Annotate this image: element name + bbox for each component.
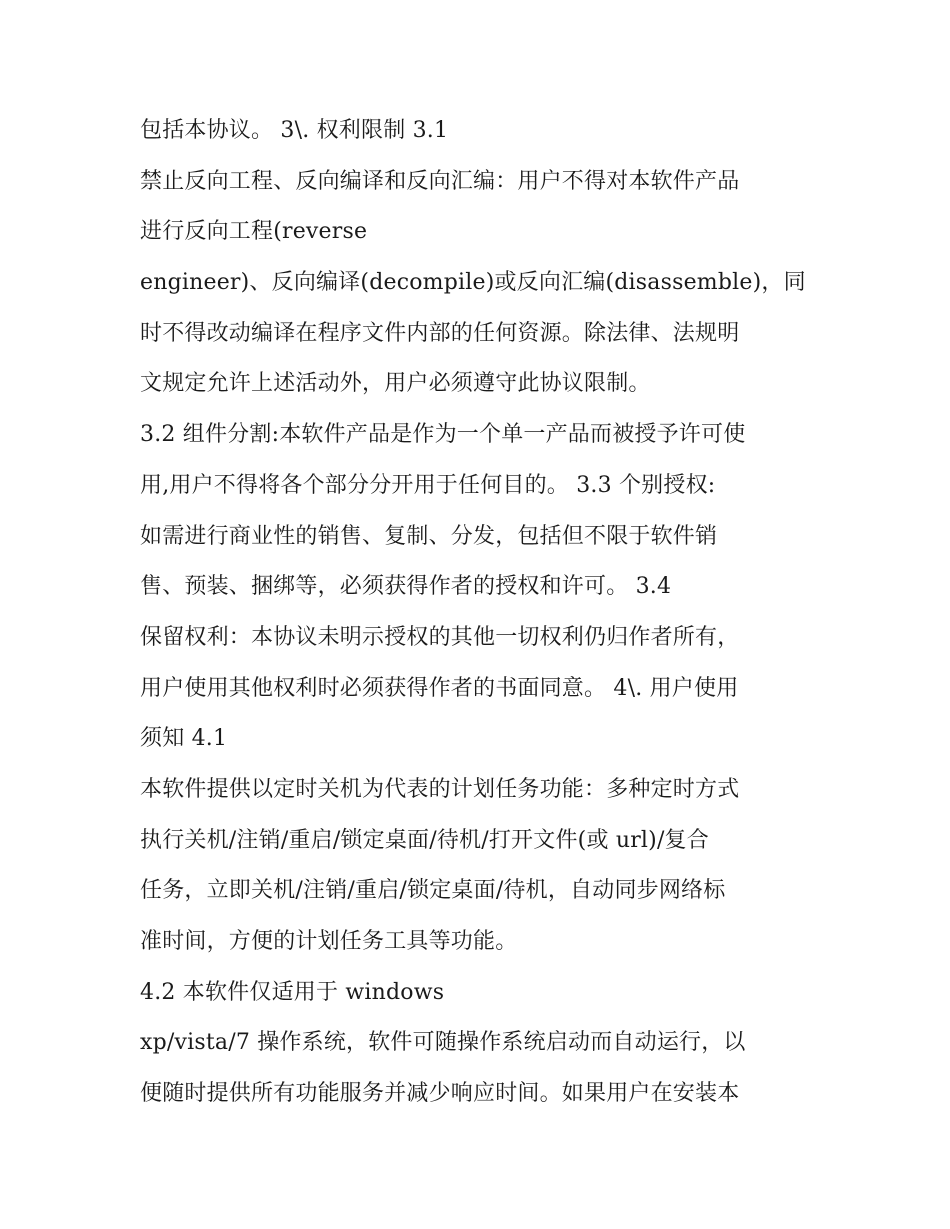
- text-line: xp/vista/7 操作系统，软件可随操作系统启动而自动运行，以: [140, 1030, 746, 1056]
- text-line: 文规定允许上述活动外，用户必须遵守此协议限制。: [140, 371, 651, 397]
- text-line: 须知 4.1: [140, 726, 228, 752]
- text-line: 本软件提供以定时关机为代表的计划任务功能：多种定时方式: [140, 776, 740, 802]
- text-line: 保留权利：本协议未明示授权的其他一切权利仍归作者所有，: [140, 624, 740, 650]
- text-line: 4.2 本软件仅适用于 windows: [140, 979, 445, 1005]
- text-line: 准时间，方便的计划任务工具等功能。: [140, 929, 518, 954]
- text-line: 任务，立即关机/注销/重启/锁定桌面/待机，自动同步网络标: [140, 878, 726, 904]
- text-line: engineer)、反向编译(decompile)或反向汇编(disassemble)，同: [140, 270, 806, 296]
- text-line: 用,用户不得将各个部分分开用于任何目的。 3.3 个别授权:: [140, 472, 716, 498]
- text-line: 包括本协议。 3\. 权利限制 3.1: [140, 118, 449, 143]
- text-line: 时不得改动编译在程序文件内部的任何资源。除法律、法规明: [140, 320, 740, 346]
- text-line: 用户使用其他权利时必须获得作者的书面同意。 4\. 用户使用: [140, 675, 739, 701]
- text-line: 售、预装、捆绑等，必须获得作者的授权和许可。 3.4: [140, 574, 672, 600]
- text-line: 禁止反向工程、反向编译和反向汇编：用户不得对本软件产品: [140, 168, 740, 194]
- text-line: 如需进行商业性的销售、复制、分发，包括但不限于软件销: [140, 523, 718, 549]
- text-line: 执行关机/注销/重启/锁定桌面/待机/打开文件(或 url)/复合: [140, 827, 709, 853]
- document-body: [140, 106, 820, 1120]
- text-line: 进行反向工程(reverse: [140, 219, 368, 245]
- text-line: 3.2 组件分割:本软件产品是作为一个单一产品而被授予许可使: [140, 422, 746, 448]
- text-line: 便随时提供所有功能服务并减少响应时间。如果用户在安装本: [140, 1081, 740, 1107]
